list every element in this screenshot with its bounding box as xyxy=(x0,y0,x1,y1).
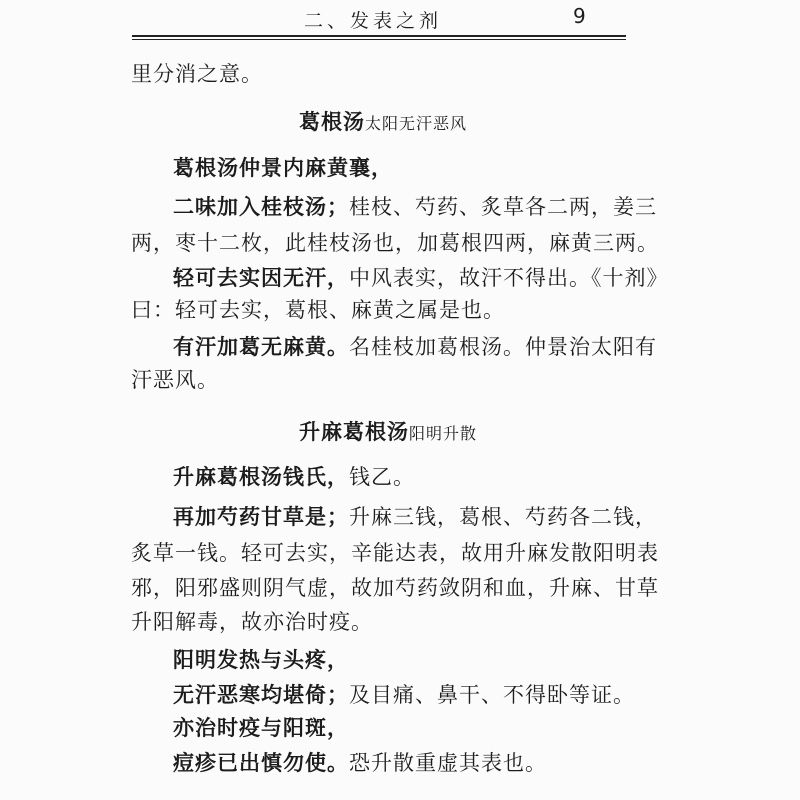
page-header xyxy=(132,0,626,44)
verse-line: 二味加入桂枝汤；桂枝、芍药、炙草各二两，姜三 xyxy=(173,194,657,219)
commentary: 升麻三钱，葛根、芍药各二钱， xyxy=(349,505,657,529)
commentary-line: 邪，阳邪盛则阴气虚，故加芍药敛阴和血，升麻、甘草 xyxy=(131,576,659,600)
commentary: 桂枝、芍药、炙草各二两，姜三 xyxy=(349,195,657,219)
commentary: 名桂枝加葛根汤。仲景治太阳有 xyxy=(349,335,657,359)
header-rule-thick xyxy=(132,35,626,37)
running-header-title: 二、发表之剂 xyxy=(304,10,443,32)
section-heading-gegen-tang xyxy=(299,111,467,132)
verse-line: 阳明发热与头疼， xyxy=(173,647,349,672)
commentary-line: 炙草一钱。轻可去实，辛能达表，故用升麻发散阳明表 xyxy=(131,541,659,565)
commentary: 及目痛、鼻干、不得卧等证。 xyxy=(349,683,635,707)
commentary: 中风表实，故汗不得出。《十剂》 xyxy=(349,266,669,290)
verse-line: 有汗加葛无麻黄。名桂枝加葛根汤。仲景治太阳有 xyxy=(173,334,657,359)
verse-line: 再加芍药甘草是；升麻三钱，葛根、芍药各二钱， xyxy=(173,504,657,529)
section-subtitle: 太阳无汗恶风 xyxy=(365,114,468,133)
verse-line: 轻可去实因无汗，中风表实，故汗不得出。《十剂》 xyxy=(173,265,669,290)
verse-line: 葛根汤仲景内麻黄襄， xyxy=(173,155,393,180)
verse-line: 无汗恶寒均堪倚；及目痛、鼻干、不得卧等证。 xyxy=(173,682,635,707)
verse-line: 亦治时疫与阳斑， xyxy=(173,715,349,740)
commentary-line: 升阳解毒，故亦治时疫。 xyxy=(131,610,373,634)
section-subtitle: 阳明升散 xyxy=(409,424,478,443)
commentary-line: 曰：轻可去实，葛根、麻黄之属是也。 xyxy=(131,298,505,322)
verse-line: 升麻葛根汤钱氏，钱乙。 xyxy=(173,464,415,489)
continuation-line: 里分消之意。 xyxy=(131,62,263,86)
section-heading-shengma-gegen-tang xyxy=(299,421,477,442)
verse-line: 痘疹已出慎勿使。恐升散重虚其表也。 xyxy=(173,750,547,775)
commentary: 恐升散重虚其表也。 xyxy=(349,751,547,775)
commentary-line: 汗恶风。 xyxy=(131,368,219,392)
section-title: 葛根汤 xyxy=(299,109,365,134)
page-number: 9 xyxy=(573,4,586,28)
section-title: 升麻葛根汤 xyxy=(299,419,409,444)
commentary-line: 两，枣十二枚，此桂枝汤也，加葛根四两，麻黄三两。 xyxy=(131,231,659,255)
commentary: 钱乙。 xyxy=(349,465,415,489)
header-rule-thin xyxy=(132,39,626,40)
